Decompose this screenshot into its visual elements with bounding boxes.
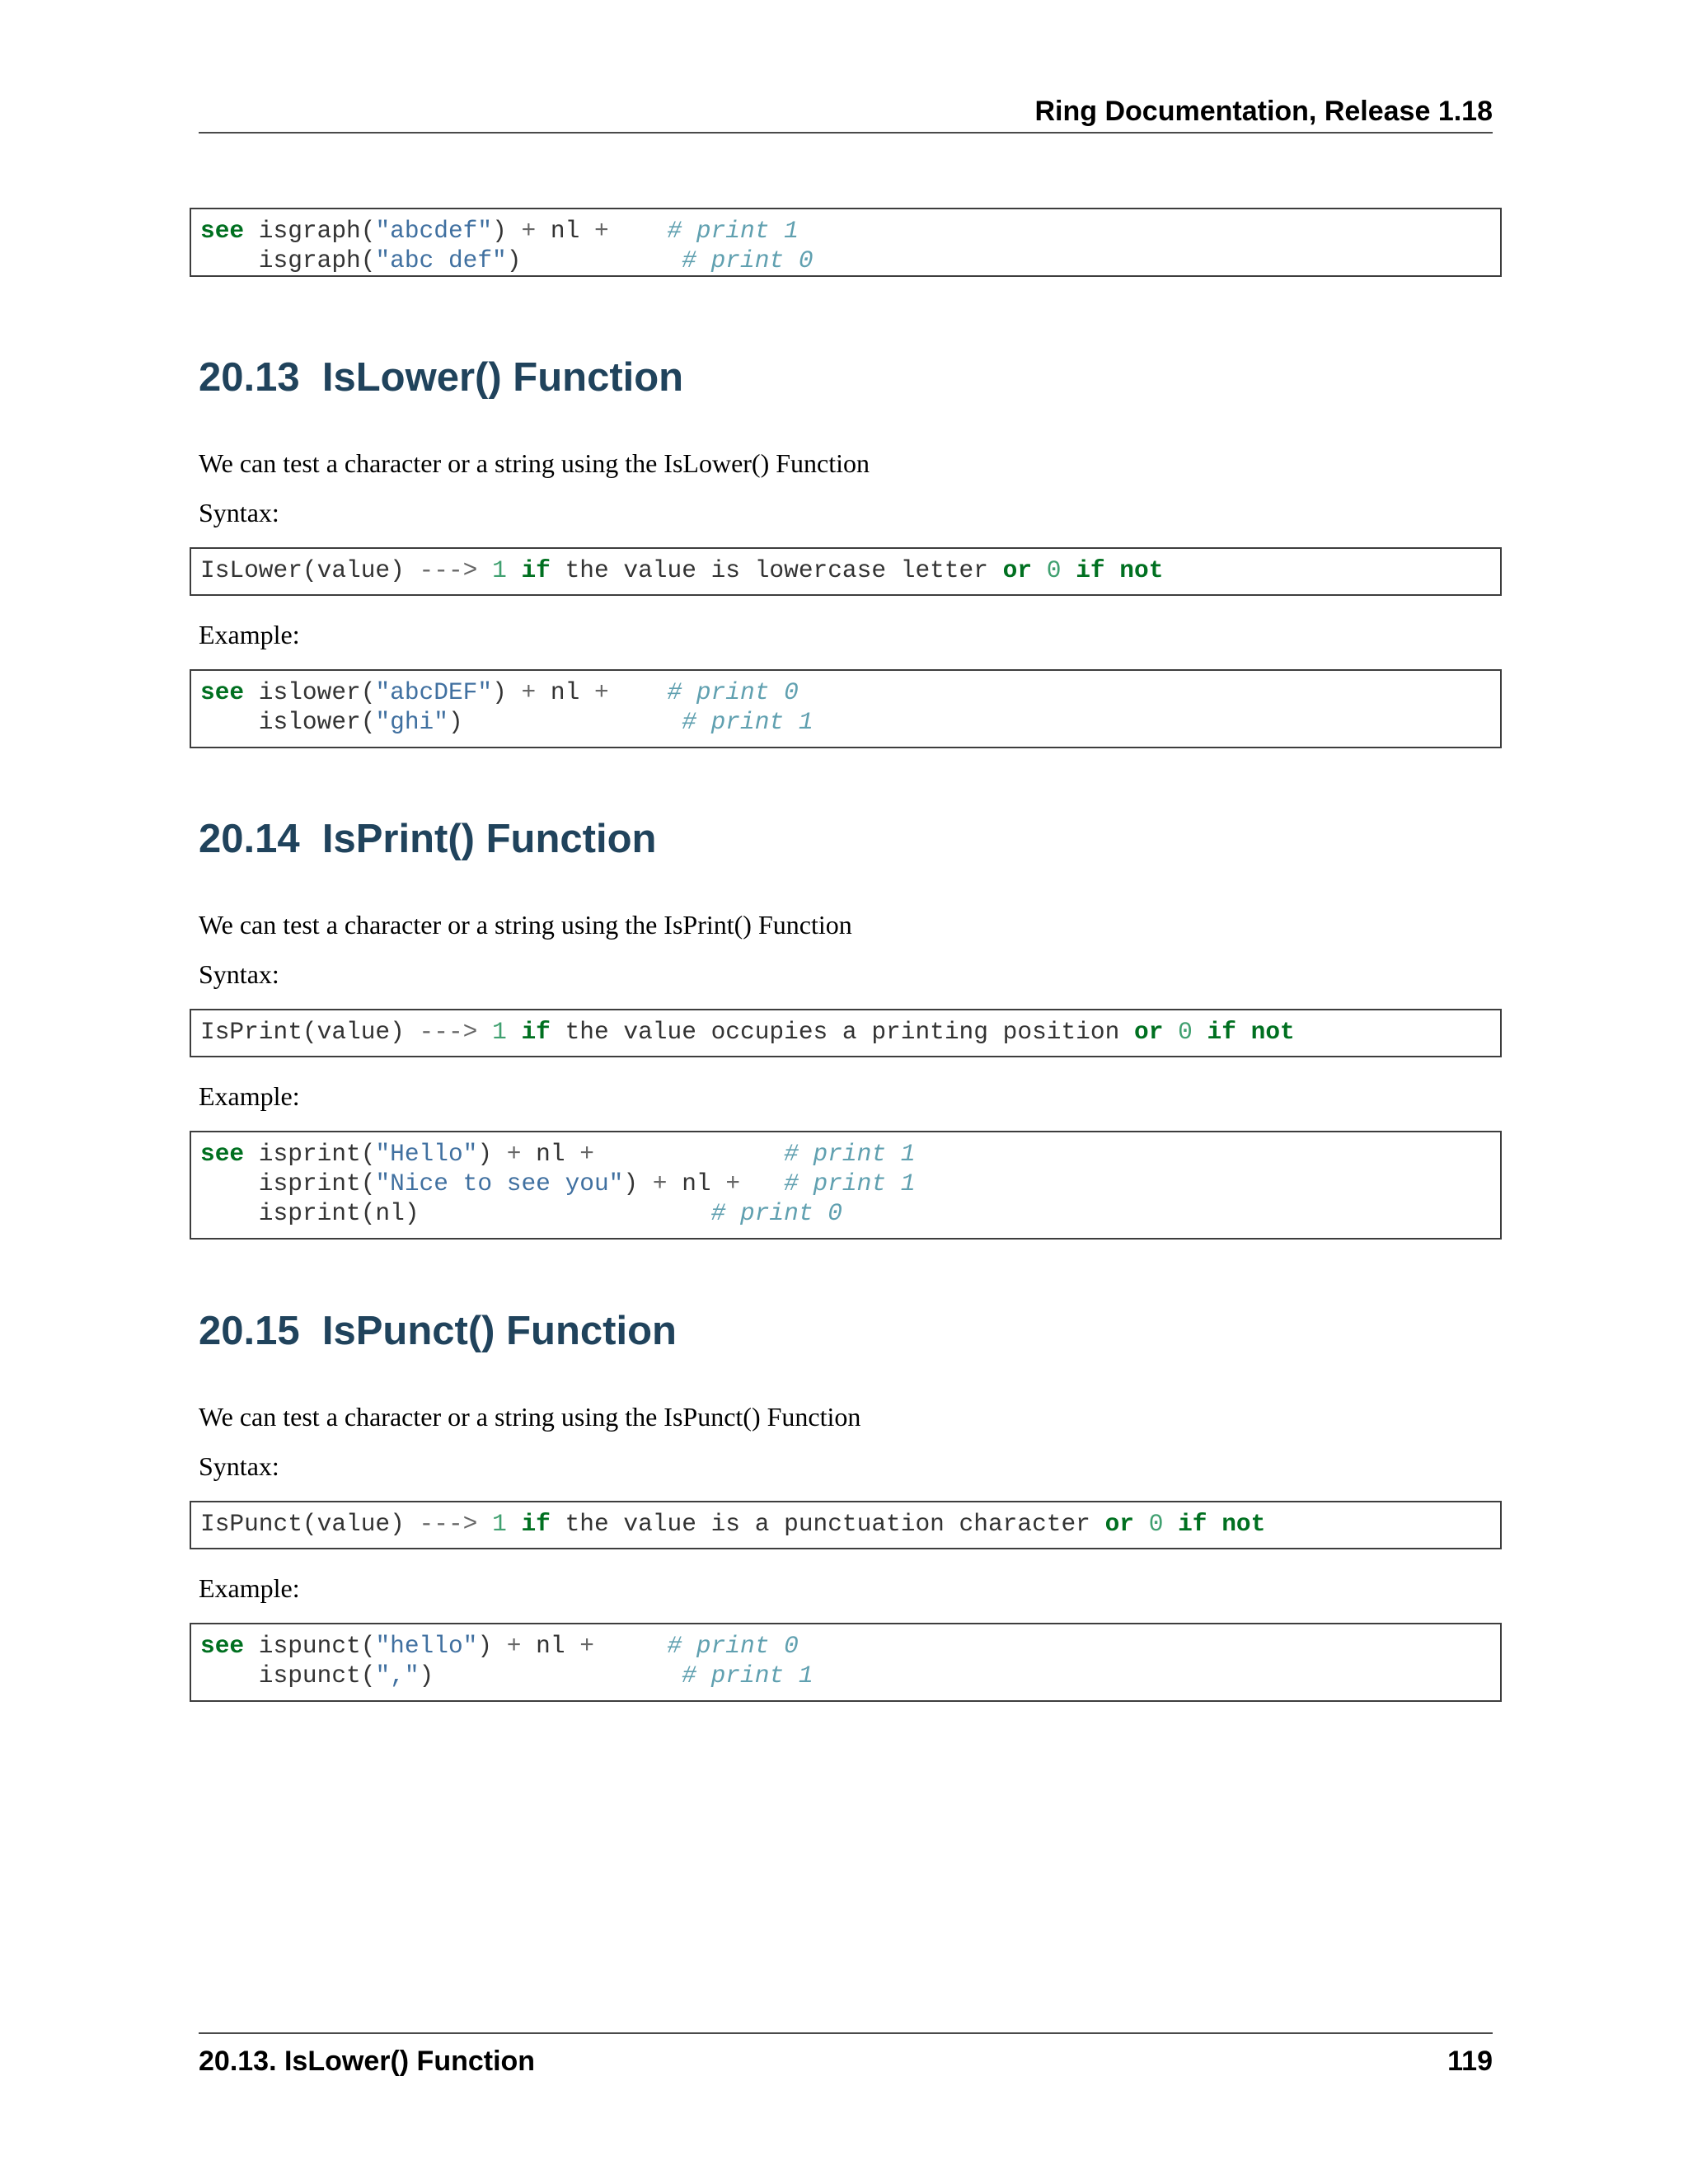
code-line: islower("ghi") # print 1 — [200, 708, 814, 736]
section-intro: We can test a character or a string using the IsPunct() Function — [199, 1402, 861, 1432]
section-heading-isprint: 20.14 IsPrint() Function — [199, 817, 657, 861]
code-line: isgraph("abc def") # print 0 — [200, 246, 814, 274]
example-label: Example: — [199, 620, 300, 649]
code-block-isgraph-example — [190, 208, 1502, 277]
code-line: IsPunct(value) ---> 1 if the value is a punctuation character or 0 if not — [200, 1510, 1266, 1538]
code-block-ispunct-example — [190, 1623, 1502, 1702]
code-line: see islower("abcDEF") + nl + # print 0 — [200, 678, 799, 706]
code-block-ispunct-syntax — [190, 1501, 1502, 1549]
header-title: Ring Documentation, Release 1.18 — [1034, 96, 1493, 127]
code-block-isprint-example — [190, 1131, 1502, 1240]
section-intro: We can test a character or a string using the IsLower() Function — [199, 448, 870, 478]
code-block-islower-example — [190, 669, 1502, 748]
footer-section-link[interactable]: 20.13. IsLower() Function — [199, 2046, 536, 2077]
code-line: see ispunct("hello") + nl + # print 0 — [200, 1632, 799, 1660]
code-line: isprint(nl) # print 0 — [200, 1199, 842, 1227]
section-intro: We can test a character or a string using the IsPrint() Function — [199, 910, 852, 940]
code-line: IsLower(value) ---> 1 if the value is lowercase letter or 0 if not — [200, 556, 1164, 584]
example-label: Example: — [199, 1081, 300, 1111]
code-block-islower-syntax — [190, 547, 1502, 596]
syntax-label: Syntax: — [199, 1451, 279, 1481]
page-header — [199, 92, 1493, 134]
code-line: see isgraph("abcdef") + nl + # print 1 — [200, 217, 799, 245]
syntax-label: Syntax: — [199, 959, 279, 989]
section-heading-islower: 20.13 IsLower() Function — [199, 355, 684, 400]
syntax-label: Syntax: — [199, 498, 279, 527]
page-number: 119 — [1447, 2046, 1493, 2077]
section-heading-ispunct: 20.15 IsPunct() Function — [199, 1309, 677, 1353]
code-block-isprint-syntax — [190, 1009, 1502, 1057]
example-label: Example: — [199, 1573, 300, 1603]
code-line: isprint("Nice to see you") + nl + # print 1 — [200, 1169, 916, 1197]
code-line: see isprint("Hello") + nl + # print 1 — [200, 1140, 916, 1168]
page-footer — [199, 2032, 1493, 2080]
code-line: IsPrint(value) ---> 1 if the value occupies a printing position or 0 if not — [200, 1018, 1295, 1046]
code-line: ispunct(",") # print 1 — [200, 1661, 814, 1690]
